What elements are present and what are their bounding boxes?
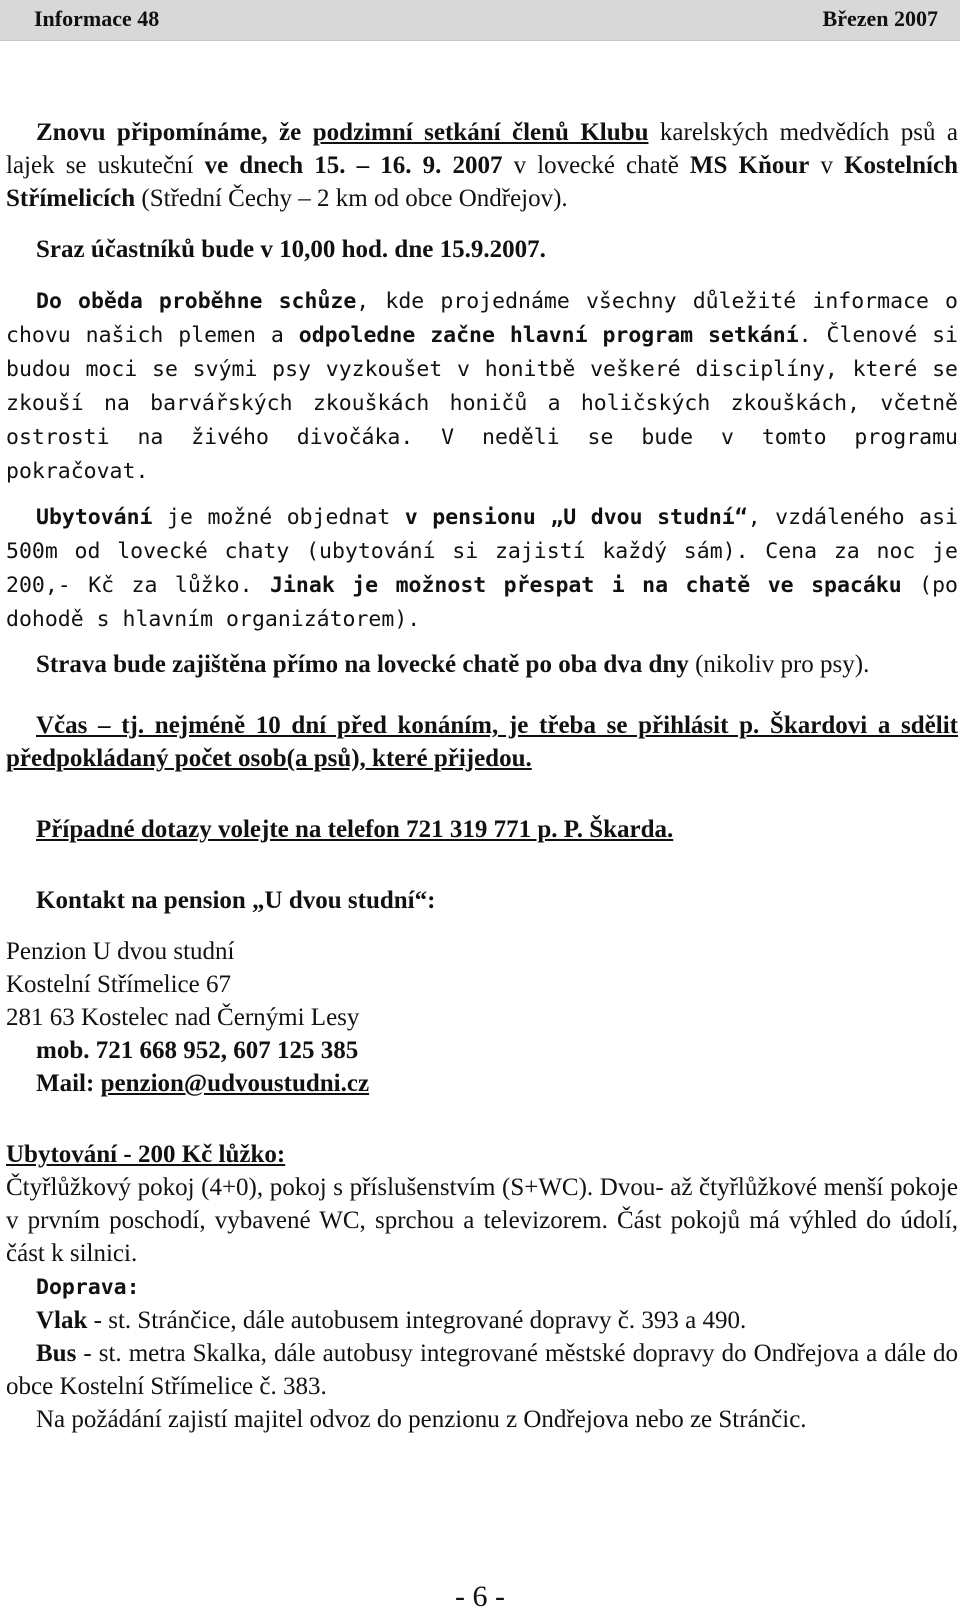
pension-street-line: Kostelní Střímelice 67	[6, 971, 231, 998]
program-text-2: . Členové si budou moci se svými psy vyzkoušet v honitbě veškeré disciplíny, které se zkouší na barvářských zkouškách honičů a holičských zkouškách, včetně ostrosti na živého divočáka. V neděli se bude v tomto programu pokračovat.	[6, 323, 958, 484]
intro-text-4: v	[809, 152, 845, 179]
pension-contact-heading	[6, 884, 958, 917]
pension-mobile-line	[6, 1034, 958, 1067]
intro-text-2: karelských medvědích psů a lajek se uskuteční	[6, 119, 959, 179]
train-line	[6, 1304, 958, 1337]
transport-title: Doprava:	[36, 1275, 140, 1300]
food-text-2: (nikoliv pro psy).	[688, 651, 870, 678]
registration-paragraph	[6, 709, 958, 775]
accommodation-paragraph	[6, 500, 958, 636]
program-text: , kde projednáme všechny důležité informace o chovu našich plemen a	[6, 289, 958, 348]
transport-note: Na požádání zajistí majitel odvoz do penzionu z Ondřejova nebo ze Stránčic.	[36, 1406, 807, 1433]
accommodation-text-3: (po dohodě s hlavním organizátorem).	[6, 573, 958, 632]
train-label: Vlak	[36, 1307, 88, 1334]
issue-label: Informace 48	[34, 6, 160, 31]
accommodation-text: je možné objednat	[152, 505, 405, 530]
lodging-title: Ubytování - 200 Kč lůžko:	[6, 1141, 286, 1168]
lodging-description: Čtyřlůžkový pokoj (4+0), pokoj s příslušenstvím (S+WC). Dvou- až čtyřlůžkové menší pokoje v prvním poschodí, vybavené WC, sprchou a televizorem. Část pokojů má výhled do údolí, část k silnici.	[6, 1174, 958, 1267]
hunting-club-name: MS Kňour	[689, 152, 810, 179]
location-name: Kostelních Střímelicích	[6, 152, 959, 212]
pension-mail-line	[6, 1067, 958, 1100]
sleeping-bag-option: Jinak je možnost přespat i na chatě ve spacáku	[270, 573, 902, 598]
intro-text: Znovu připomínáme, že	[36, 119, 313, 146]
intro-paragraph	[6, 116, 958, 215]
date-label: Březen 2007	[822, 6, 938, 31]
pension-name: v pensionu „U dvou studní“	[404, 505, 748, 530]
pension-city-line: 281 63 Kostelec nad Černými Lesy	[6, 1004, 360, 1031]
page-number: - 6 -	[455, 1580, 505, 1613]
meeting-link-text: podzimní setkání členů Klubu	[312, 119, 649, 146]
program-main: odpoledne začne hlavní program setkání	[298, 323, 799, 348]
transport-heading	[6, 1270, 958, 1304]
meeting-time	[6, 233, 958, 266]
document-body	[6, 116, 958, 1436]
bus-text: - st. metra Skalka, dále autobusy integrované městské dopravy do Ondřejova a dále do obce Kostelní Střímelice č. 383.	[6, 1340, 958, 1400]
intro-text-5: (Střední Čechy – 2 km od obce Ondřejov).	[135, 185, 568, 212]
bus-label: Bus	[36, 1340, 77, 1367]
page-header	[0, 0, 960, 41]
contact-phone-paragraph	[6, 813, 958, 846]
mail-label: Mail:	[36, 1070, 101, 1097]
accommodation-label: Ubytování	[36, 505, 153, 530]
registration-text: Včas – tj. nejméně 10 dní před konáním, je třeba se přihlásit p. Škardovi a sdělit předpokládaný počet osob(a psů), které přijedou.	[6, 712, 958, 772]
train-text: - st. Stránčice, dále autobusem integrované dopravy č. 393 a 490.	[87, 1307, 747, 1334]
contact-phone-text: Případné dotazy volejte na telefon 721 319 771 p. P. Škarda.	[36, 816, 674, 843]
intro-text-3: v lovecké chatě	[502, 152, 690, 179]
accommodation-text-2: , vzdáleného asi 500m od lovecké chaty (ubytování si zajistí každý sám). Cena za noc je 200,- Kč za lůžko.	[6, 505, 958, 598]
pension-name-line: Penzion U dvou studní	[6, 938, 235, 965]
lodging-heading	[6, 1138, 958, 1171]
pension-email-link[interactable]: penzion@udvoustudni.cz	[100, 1070, 370, 1097]
meeting-dates: ve dnech 15. – 16. 9. 2007	[204, 152, 503, 179]
food-text: Strava bude zajištěna přímo na lovecké chatě po oba dva dny	[36, 651, 689, 678]
pension-mobile: mob. 721 668 952, 607 125 385	[36, 1037, 359, 1064]
pension-contact-title: Kontakt na pension „U dvou studní“:	[36, 887, 436, 914]
program-meeting: Do oběda proběhne schůze	[36, 289, 357, 314]
meeting-time-text: Sraz účastníků bude v 10,00 hod. dne 15.9.2007.	[36, 236, 546, 263]
food-paragraph	[6, 648, 958, 681]
program-paragraph	[6, 284, 958, 488]
bus-line	[6, 1337, 958, 1403]
